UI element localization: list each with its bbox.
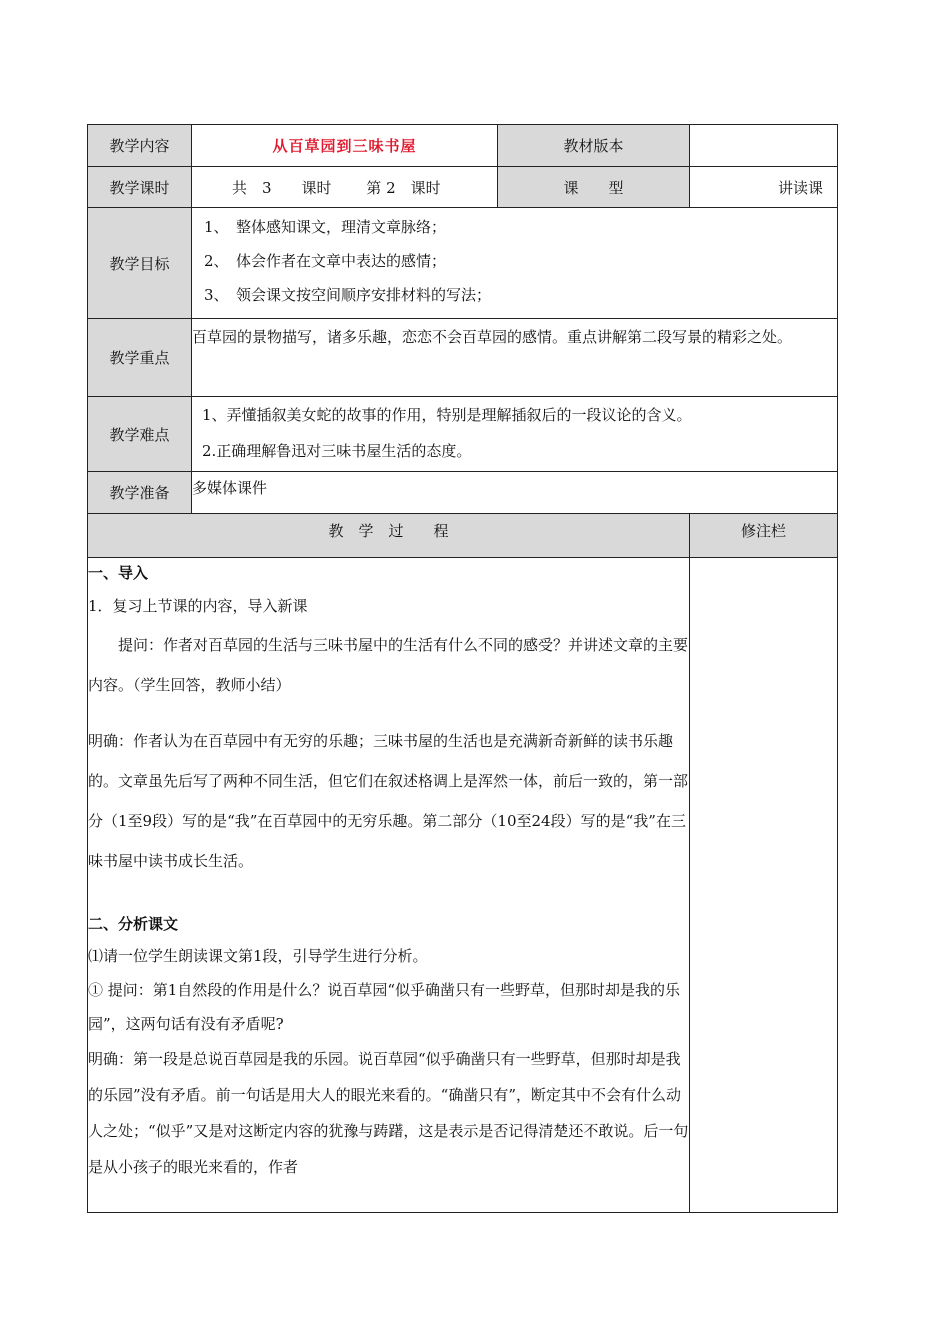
answer-text: 明确：第一段是总说百草园是我的乐园。说百草园“似乎确凿只有一些野草，但那时却是我的乐园”没有矛盾。前一句话是用大人的眼光来看的。“确凿只有”，断定其中不会有什么动人之处；“似乎”又是对这断定内容的犹豫与踌躇，这是表示是否记得清楚还不敢说。后一句是从小孩子的眼光来看的，作者 [88, 1050, 689, 1176]
section-item: ⑴请一位学生朗读课文第1段，引导学生进行分析。 [88, 947, 428, 965]
preparation-label: 教学准备 [88, 472, 192, 514]
question-text: ① 提问：第1自然段的作用是什么？说百草园“似乎确凿只有一些野草，但那时却是我的乐园”，这两句话有没有矛盾呢? [88, 981, 680, 1033]
edition-value [690, 125, 838, 167]
section-heading: 一、导入 [88, 564, 149, 582]
type-value: 讲读课 [690, 167, 838, 208]
notes-column [690, 558, 838, 1213]
lesson-plan-table [87, 124, 838, 1213]
section-heading: 二、分析课文 [88, 915, 179, 933]
type-label: 课 型 [498, 167, 690, 208]
key-points-label: 教学重点 [88, 319, 192, 397]
notes-label: 修注栏 [690, 514, 838, 558]
hours-label: 教学课时 [88, 167, 192, 208]
process-label: 教 学 过 程 [88, 514, 690, 558]
lesson-title: 从百草园到三味书屋 [192, 125, 498, 167]
section-item: 1．复习上节课的内容，导入新课 [88, 597, 308, 615]
content-label: 教学内容 [88, 125, 192, 167]
goals-label: 教学目标 [88, 208, 192, 319]
preparation-text: 多媒体课件 [192, 472, 838, 514]
difficulty-item: 1、弄懂插叙美女蛇的故事的作用，特别是理解插叙后的一段议论的含义。 [202, 406, 692, 424]
goal-item: 3、 领会课文按空间顺序安排材料的写法； [204, 286, 492, 304]
difficulty-item: 2.正确理解鲁迅对三味书屋生活的态度。 [202, 442, 472, 460]
goals-list [192, 208, 838, 319]
goal-item: 1、 整体感知课文，理清文章脉络； [204, 218, 447, 236]
key-points-text: 百草园的景物描写，诸多乐趣，恋恋不会百草园的感情。重点讲解第二段写景的精彩之处。 [192, 319, 838, 397]
process-content [88, 558, 690, 1213]
edition-label: 教材版本 [498, 125, 690, 167]
answer-text: 明确：作者认为在百草园中有无穷的乐趣；三味书屋的生活也是充满新奇新鲜的读书乐趣的。文章虽先后写了两种不同生活，但它们在叙述格调上是浑然一体，前后一致的，第一部分（1至9段）写的是“我”在百草园中的无穷乐趣。第二部分（10至24段）写的是“我”在三味书屋中读书成长生活。 [88, 732, 689, 870]
goal-item: 2、 体会作者在文章中表达的感情； [204, 252, 447, 270]
hours-value: 共 3 课时 第 2 课时 [192, 167, 498, 208]
difficulties-list [192, 397, 838, 472]
question-text: 提问：作者对百草园的生活与三味书屋中的生活有什么不同的感受？并讲述文章的主要内容。（学生回答，教师小结） [88, 636, 689, 694]
difficulties-label: 教学难点 [88, 397, 192, 472]
